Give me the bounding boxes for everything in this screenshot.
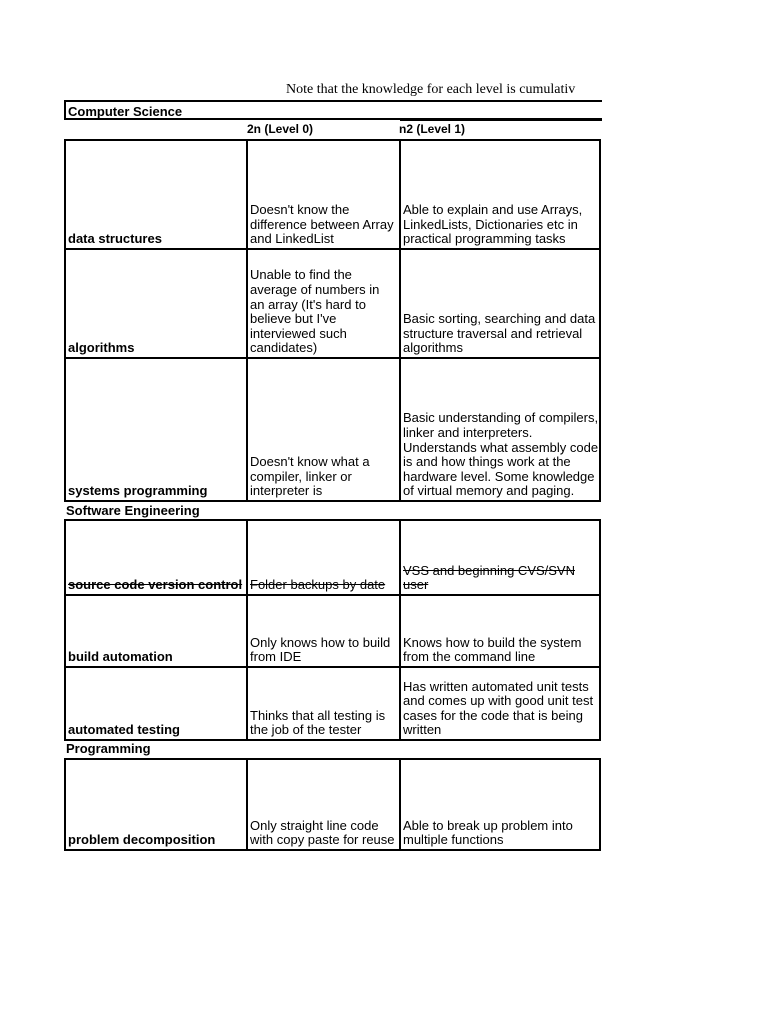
table-row-problem-decomposition [64,758,601,851]
table-row-algorithms [64,248,601,359]
row-label: source code version control [68,577,243,593]
level-0-cell: Thinks that all testing is the job of the tester [246,668,399,739]
level-1-cell: Able to explain and use Arrays, LinkedLists, Dictionaries etc in practical programming tasks [399,141,601,248]
row-label: systems programming [68,483,208,499]
level-0-cell: Doesn't know the difference between Array and LinkedList [246,141,399,248]
row-label: automated testing [68,722,180,738]
level-0-cell: Folder backups by date [246,521,399,594]
row-label: build automation [68,649,173,665]
row-label: data structures [68,231,162,247]
level-0-cell: Doesn't know what a compiler, linker or interpreter is [246,359,399,500]
column-header-level-1: n2 (Level 1) [399,122,466,136]
section-header-software-engineering: Software Engineering [66,503,200,518]
section-header-programming: Programming [66,741,151,756]
level-0-cell: Unable to find the average of numbers in an array (It's hard to believe but I've interviewed such candidates) [246,250,399,357]
level-1-cell: Has written automated unit tests and comes up with good unit test cases for the code that is being written [399,668,601,739]
cumulative-note: Note that the knowledge for each level is cumulativ [286,82,576,97]
level-1-cell: Basic sorting, searching and data structure traversal and retrieval algorithms [399,250,601,357]
column-header-level-0: 2n (Level 0) [247,122,314,136]
table-row-source-code-version-control [64,519,601,596]
level-1-cell: Able to break up problem into multiple functions [399,760,601,849]
level-1-cell: Knows how to build the system from the command line [399,596,601,666]
table-row-data-structures [64,139,601,250]
level-1-cell: VSS and beginning CVS/SVN user [399,521,601,594]
row-label: algorithms [68,340,135,356]
table-row-build-automation [64,594,601,668]
level-0-cell: Only knows how to build from IDE [246,596,399,666]
row-label: problem decomposition [68,832,216,848]
level-1-cell: Basic understanding of compilers, linker and interpreters. Understands what assembly code is and how things work at the hardware level. Some knowledge of virtual memory and paging. [399,359,601,500]
level-0-cell: Only straight line code with copy paste for reuse [246,760,399,849]
table-row-systems-programming [64,357,601,502]
section-header-computer-science: Computer Science [64,100,602,120]
table-row-automated-testing [64,666,601,741]
